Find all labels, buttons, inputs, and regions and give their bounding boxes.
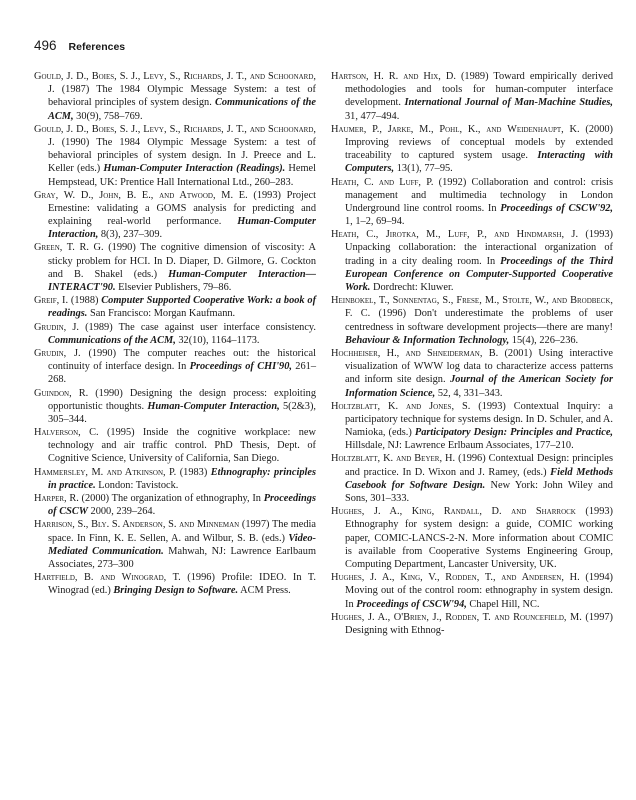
reference-entry	[331, 452, 613, 505]
reference-source: Ethnography: principles in practice.	[48, 466, 316, 491]
reference-source: Human-Computer Interaction—INTERACT'90.	[48, 268, 316, 293]
reference-text: (1987) The 1984 Olympic Message System: a test of behavioral principles of system design.	[48, 84, 316, 109]
reference-text: (1996) Profile: IDEO. In T. Winograd (ed.)	[48, 572, 316, 597]
reference-authors: Gould, J. D., Boies, S. J., Levy, S., Richards, J. T., and Schoonard, J.	[34, 123, 316, 148]
reference-entry	[34, 123, 316, 189]
reference-entry	[34, 347, 316, 387]
reference-source: Participatory Design: Principles and Practice,	[414, 427, 613, 439]
reference-details: 32(10), 1164–1173.	[175, 334, 260, 346]
reference-source: Video-Mediated Communication.	[48, 532, 316, 557]
reference-entry	[331, 176, 613, 229]
reference-text: (1989) Toward empirically derived methodologies and tools for human-computer interface development.	[345, 71, 613, 109]
reference-text: (2000) Improving reviews of conceptual models by extended traceability to captured system usage.	[345, 123, 613, 162]
references-column-right	[331, 70, 613, 637]
reference-details: 1, 1–2, 69–94.	[345, 216, 405, 228]
reference-text: (1989) The case against user interface consistency.	[78, 321, 317, 333]
reference-details: New York: John Wiley and Sons, 301–333.	[345, 479, 613, 504]
reference-authors: Heath, C. and Luff, P.	[331, 176, 434, 188]
reference-authors: Holtzblatt, K. and Jones, S.	[331, 400, 471, 412]
page-header	[34, 38, 125, 53]
reference-entry	[34, 571, 316, 597]
reference-text: (1993) Contextual Inquiry: a participatory technique for systems design. In D. Schuler, and A. Namioka, (eds.)	[345, 400, 613, 439]
reference-entry	[331, 505, 613, 571]
reference-authors: Hochheiser, H., and Shneiderman, B.	[331, 347, 499, 359]
reference-text: (1983)	[176, 466, 211, 478]
reference-details: Dordrecht: Kluwer.	[370, 282, 454, 293]
reference-source: Proceedings of CSCW'92,	[500, 202, 613, 214]
reference-text: (1990) The cognitive dimension of viscosity: A sticky problem for HCI. In D. Diaper, D. Gilmore, G. Cockton and B. Shakel (eds.)	[48, 242, 316, 280]
reference-details: ACM Press.	[238, 585, 291, 597]
reference-authors: Greif, I.	[34, 295, 69, 307]
reference-text: (1993) Ethnography for system design: a guide, COMIC working paper, COMIC-LANCS-2-N. More information about COMIC is available from Cooperative Systems Engineering Group, Computing Department, Lancaster University, UK.	[345, 506, 613, 570]
reference-details: 30(9), 758–769.	[73, 110, 143, 122]
reference-source: Journal of the American Society for Information Science,	[345, 374, 613, 399]
page-number: 496	[34, 38, 57, 53]
reference-details: Hillsdale, NJ: Lawrence Erlbaum Associates, 177–210.	[345, 440, 574, 452]
reference-source: International Journal of Man-Machine Studies,	[404, 97, 613, 109]
reference-details: Mahwah, NJ: Lawrence Earlbaum Associates, 273–300	[48, 545, 316, 570]
reference-entry	[331, 228, 613, 294]
reference-entry	[34, 466, 316, 492]
reference-source: Bringing Design to Software.	[113, 585, 239, 597]
reference-text: (1997) Designing with Ethnog-	[345, 611, 614, 636]
running-title: References	[68, 41, 126, 53]
reference-text: (1996) Don't underestimate the problems of user centredness in software development projects—there are many!	[345, 308, 613, 333]
reference-entry	[331, 294, 613, 347]
reference-details: Elsevier Publishers, 79–86.	[115, 282, 232, 293]
reference-authors: Guindon, R.	[34, 387, 89, 399]
reference-text: (1995) Inside the cognitive workplace: new technology and air traffic control. PhD Thesis, Dept. of Cognitive Science, University of California, San Diego.	[48, 427, 316, 465]
reference-entry	[331, 123, 613, 176]
reference-authors: Hammersley, M. and Atkinson, P.	[34, 466, 177, 478]
reference-source: Field Methods Casebook for Software Design.	[345, 466, 613, 491]
reference-authors: Hughes, J. A., King, Randall, D. and Sharrock	[331, 506, 576, 518]
reference-authors: Halverson, C.	[34, 427, 99, 439]
reference-source: Human-Computer Interaction (Readings).	[103, 163, 286, 175]
reference-source: Communications of the ACM,	[48, 97, 316, 122]
reference-authors: Haumer, P., Jarke, M., Pohl, K., and Weidenhaupt, K.	[331, 123, 580, 135]
reference-text: (2000) The organization of ethnography, In	[78, 493, 264, 504]
reference-authors: Hartfield, B. and Winograd, T.	[34, 572, 181, 584]
reference-entry	[331, 70, 613, 123]
reference-details: London: Tavistock.	[95, 479, 179, 491]
reference-entry	[331, 571, 613, 611]
reference-details: 31, 477–494.	[345, 110, 400, 122]
reference-source: Proceedings of the Third European Conference on Computer-Supported Cooperative Work.	[345, 255, 613, 293]
reference-entry	[331, 611, 613, 637]
reference-source: Interacting with Computers,	[345, 150, 613, 175]
reference-details: Chapel Hill, NC.	[466, 598, 540, 610]
reference-source: Computer Supported Cooperative Work: a book of readings.	[48, 295, 317, 320]
reference-authors: Holtzblatt, K. and Beyer, H.	[331, 453, 456, 465]
reference-details: 261–268.	[48, 361, 316, 386]
reference-text: (1993) Project Ernestine: validating a GOMS analysis for predicting and explaining real-world performance.	[48, 189, 316, 228]
reference-source: Proceedings of CSCW'94,	[356, 598, 467, 610]
reference-text: (1997) The media space. In Finn, K. E. Sellen, A. and Wilbur, S. B. (eds.)	[48, 519, 316, 544]
reference-authors: Harrison, S., Bly. S. Anderson, S. and Minneman	[34, 519, 240, 531]
reference-entry	[34, 387, 316, 427]
reference-authors: Heinbokel, T., Sonnentag, S., Frese, M., Stolte, W., and Brodbeck, F. C.	[331, 295, 613, 320]
reference-details: 13(1), 77–95.	[394, 163, 453, 175]
reference-details: San Francisco: Morgan Kaufmann.	[87, 308, 236, 320]
reference-entry	[34, 426, 316, 466]
reference-source: Proceedings of CHI'90,	[189, 361, 292, 373]
reference-text: (1993) Unpacking collaboration: the interactional organization of trading in a city dealing room. In	[345, 229, 613, 267]
reference-authors: Grudin, J.	[34, 321, 79, 333]
reference-entry	[331, 400, 613, 453]
reference-authors: Heath, C., Jirotka, M., Luff, P., and Hindmarsh, J.	[331, 229, 579, 241]
reference-source: Human-Computer Interaction,	[48, 216, 316, 241]
reference-authors: Harper, R.	[34, 493, 79, 504]
reference-authors: Hughes, J. A., O'Brien, J., Rodden, T. and Rouncefield, M.	[331, 611, 582, 623]
reference-text: (1996) Contextual Design: principles and practice. In D. Wixon and J. Ramey, (eds.)	[345, 453, 613, 478]
reference-text: (1994) Moving out of the control room: ethnography in system design. In	[345, 572, 614, 610]
reference-details: 8(3), 237–309.	[98, 229, 163, 241]
reference-authors: Hartson, H. R. and Hix, D.	[331, 71, 456, 82]
reference-text: (1990) Designing the design process: exploiting opportunistic thoughts.	[48, 387, 316, 412]
reference-text: (1990) The 1984 Olympic Message System: a test of behavioral principles of system design. In J. Preece and L. Keller (eds.)	[48, 136, 316, 175]
reference-source: Communications of the ACM,	[48, 334, 176, 346]
reference-authors: Green, T. R. G.	[34, 242, 104, 254]
reference-details: 52, 4, 331–343.	[435, 387, 503, 399]
references-column-left	[34, 70, 316, 598]
reference-source: Human-Computer Interaction,	[147, 400, 280, 412]
reference-details: 5(2&3), 305–344.	[48, 400, 317, 425]
reference-entry	[34, 492, 316, 518]
reference-authors: Gray, W. D., John, B. E., and Atwood, M. E.	[34, 189, 248, 201]
reference-details: 2000, 239–264.	[87, 506, 156, 518]
reference-text: (2001) Using interactive visualization of WWW log data to characterize access patterns and inform site design.	[345, 347, 613, 386]
reference-text: (1992) Collaboration and control: crisis management and multimedia technology in London Underground line control rooms. In	[345, 176, 613, 214]
reference-authors: Hughes, J. A., King, V., Rodden, T., and Andersen, H.	[331, 572, 580, 584]
reference-details: Hemel Hempstead, UK: Prentice Hall International Ltd., 260–283.	[48, 163, 316, 188]
reference-entry	[34, 70, 316, 123]
reference-authors: Gould, J. D., Boies, S. J., Levy, S., Richards, J. T., and Schoonard, J.	[34, 71, 316, 96]
reference-source: Behaviour & Information Technology,	[345, 334, 510, 346]
reference-entry	[331, 347, 613, 400]
reference-authors: Grudin, J.	[34, 347, 81, 359]
reference-text: (1988)	[68, 295, 102, 307]
reference-entry	[34, 294, 316, 320]
reference-entry	[34, 518, 316, 571]
reference-source: Proceedings of CSCW	[48, 493, 316, 518]
reference-entry	[34, 321, 316, 347]
reference-entry	[34, 241, 316, 294]
reference-entry	[34, 189, 316, 242]
reference-text: (1990) The computer reaches out: the historical continuity of interface design. In	[48, 347, 316, 373]
reference-details: 15(4), 226–236.	[509, 334, 579, 346]
